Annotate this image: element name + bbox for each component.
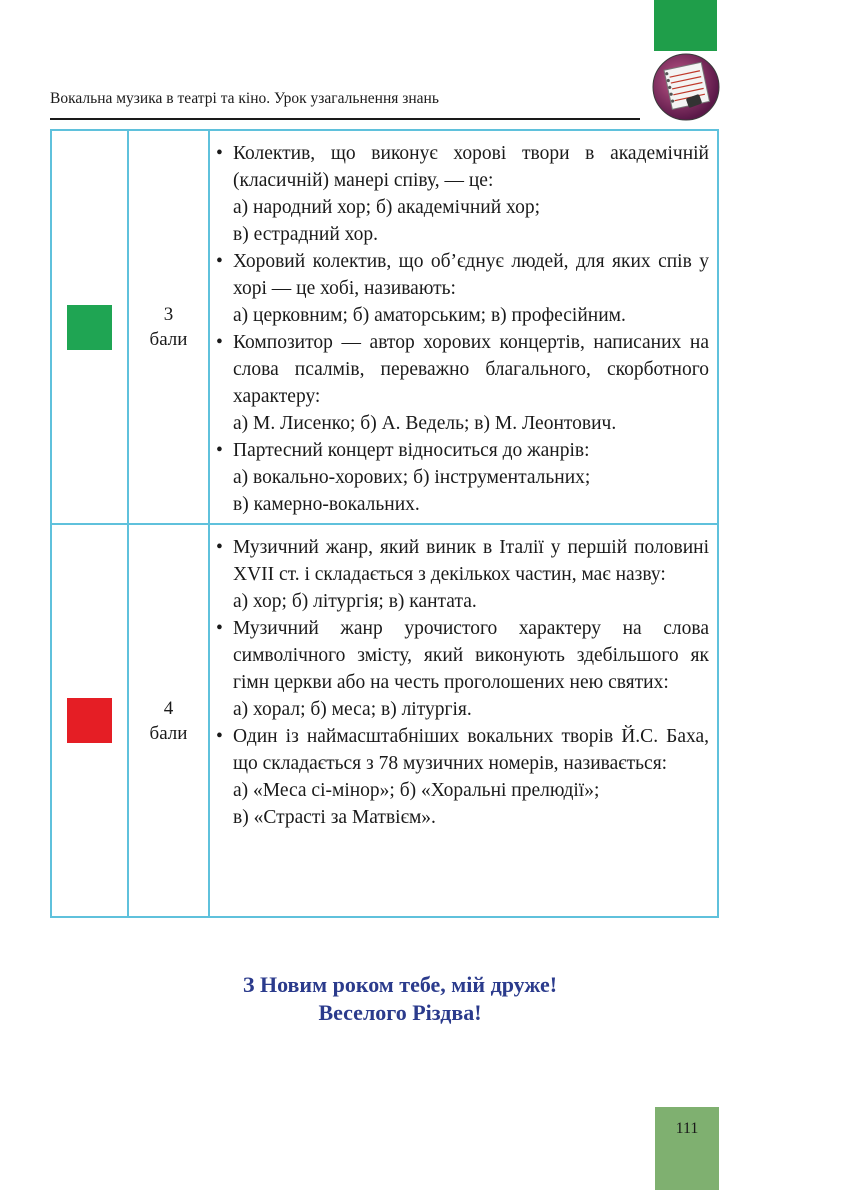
red-square-marker bbox=[67, 698, 112, 743]
questions-cell bbox=[209, 524, 718, 917]
greeting-line-2: Веселого Різдва! bbox=[318, 1000, 482, 1025]
points-cell bbox=[128, 130, 209, 524]
question-text: • Композитор — автор хорових концертів, написаних на слова псалмів, переважно благального, скорботного характеру: bbox=[216, 329, 709, 410]
answer-options: в) естрадний хор. bbox=[233, 224, 379, 245]
question-text: • Хоровий колектив, що об’єднує людей, для яких спів у хорі — це хобі, називають: bbox=[216, 248, 709, 302]
header-rule bbox=[50, 118, 640, 120]
answer-options: а) вокально-хорових; б) інструментальних; bbox=[233, 467, 591, 488]
answer-options: а) М. Лисенко; б) А. Ведель; в) М. Леонтович. bbox=[233, 413, 617, 434]
top-corner-tab bbox=[654, 0, 717, 51]
music-notebook-icon bbox=[651, 52, 721, 122]
question-item bbox=[216, 248, 709, 329]
color-marker-cell bbox=[51, 524, 128, 917]
points-cell bbox=[128, 524, 209, 917]
answer-options: а) народний хор; б) академічний хор; bbox=[233, 197, 540, 218]
answer-options: а) церковним; б) аматорським; в) професійним. bbox=[233, 305, 626, 326]
question-text: • Музичний жанр урочистого характеру на слова символічного змісту, який виконують здебільшого як гімн церкви або на честь проголошених нею святих: bbox=[216, 615, 709, 696]
page-header-title: Вокальна музика в театрі та кіно. Урок узагальнення знань bbox=[50, 90, 439, 107]
question-item bbox=[216, 723, 709, 831]
questions-cell bbox=[209, 130, 718, 524]
answer-options: а) хор; б) літургія; в) кантата. bbox=[233, 591, 477, 612]
test-table bbox=[50, 129, 719, 918]
answer-options: а) «Меса сі-мінор»; б) «Хоральні прелюдії»; bbox=[233, 780, 600, 801]
answer-options: а) хорал; б) меса; в) літургія. bbox=[233, 699, 472, 720]
question-item bbox=[216, 329, 709, 437]
score-row bbox=[51, 524, 718, 917]
points-number: 4 bbox=[163, 697, 174, 719]
question-text: • Музичний жанр, який виник в Італії у першій половині XVII ст. і складається з декількох частин, має назву: bbox=[216, 534, 709, 588]
answer-options: в) камерно-вокальних. bbox=[233, 494, 420, 515]
page-number: 111 bbox=[675, 1120, 699, 1137]
color-marker-cell bbox=[51, 130, 128, 524]
points-number: 3 bbox=[163, 304, 174, 325]
question-text: • Один із наймасштабніших вокальних творів Й.С. Баха, що складається з 78 музичних номерів, називається: bbox=[216, 723, 709, 777]
points-word: бали bbox=[149, 329, 188, 350]
question-item bbox=[216, 140, 709, 248]
question-item bbox=[216, 437, 709, 518]
score-row bbox=[51, 130, 718, 524]
green-square-marker bbox=[67, 305, 112, 350]
points-word: бали bbox=[149, 722, 188, 744]
question-text: • Колектив, що виконує хорові твори в академічній (класичній) манері співу, — це: bbox=[216, 140, 709, 194]
question-item bbox=[216, 615, 709, 723]
question-text: • Партесний концерт відноситься до жанрів: bbox=[216, 437, 709, 464]
question-item bbox=[216, 534, 709, 615]
greeting-line-1: З Новим роком тебе, мій друже! bbox=[242, 972, 558, 997]
answer-options: в) «Страсті за Матвієм». bbox=[233, 807, 436, 828]
